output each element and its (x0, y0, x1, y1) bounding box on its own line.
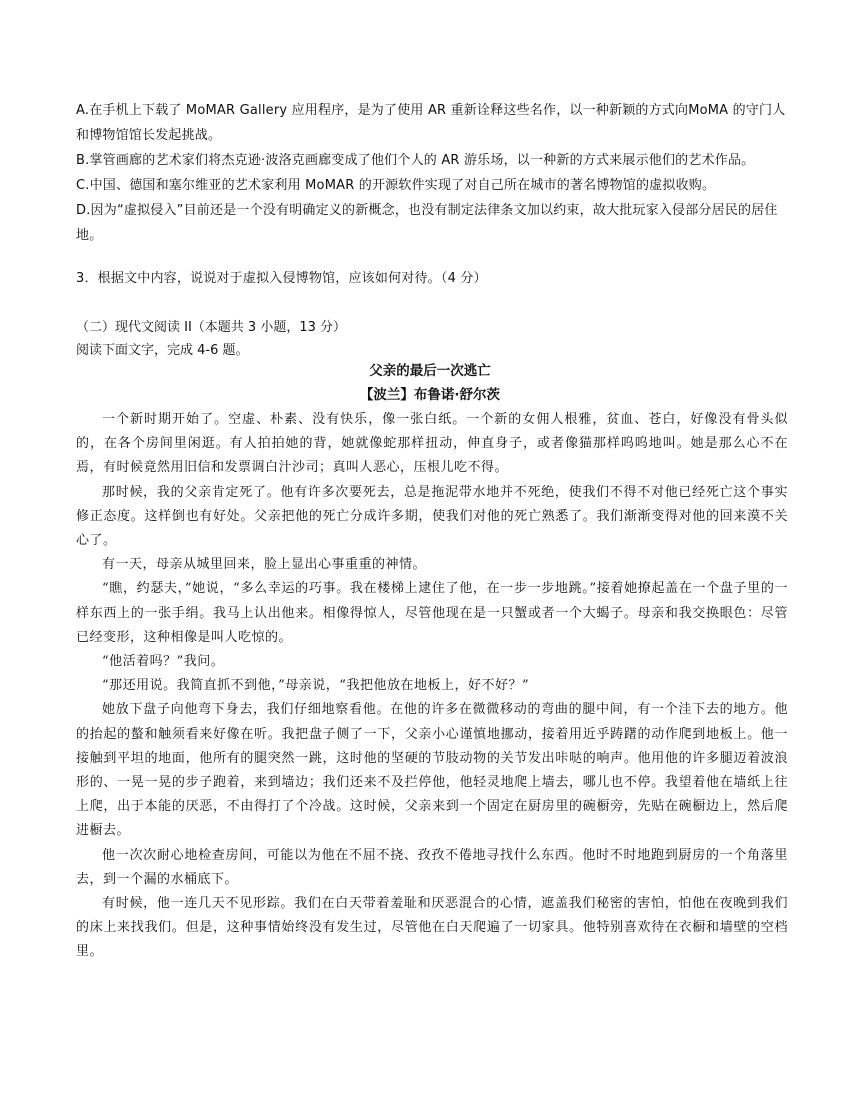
paragraph: 有时候，他一连几天不见形踪。我们在白天带着羞耻和厌恶混合的心情，遮盖我们秘密的害怕，怕他在夜晚到我们的床上来找我们。但是，这种事情始终没有发生过，尽管他在白天爬遍了一切家具。他特别喜欢待在衣橱和墙壁的空档里。 (76, 896, 788, 960)
paragraph: 那时候，我的父亲肯定死了。他有许多次要死去，总是拖泥带水地并不死绝，使我们不得不对他已经死亡这个事实修正态度。这样倒也有好处。父亲把他的死亡分成许多期，使我们对他的死亡熟悉了。我们渐渐变得对他的回来漠不关心了。 (76, 484, 788, 549)
option-d: D.因为“虚拟侵入”目前还是一个没有明确定义的新概念，也没有制定法律条文加以约束，故大批玩家入侵部分居民的居住地。 (76, 203, 778, 243)
section-header (76, 316, 788, 362)
paragraph: 他一次次耐心地检查房间，可能以为他在不屈不挠、孜孜不倦地寻找什么东西。他时不时地跑到厨房的一个角落里去，到一个漏的水桶底下。 (76, 847, 788, 887)
question-3: 3．根据文中内容，说说对于虚拟入侵博物馆，应该如何对待。（4 分） (76, 271, 487, 286)
option-b: B.掌管画廊的艺术家们将杰克逊·波洛克画廊变成了他们个人的 AR 游乐场，以一种新的方式来展示他们的艺术作品。 (76, 153, 755, 168)
option-a: A.在手机上下载了 MoMAR Gallery 应用程序，是为了使用 AR 重新诠释这些名作，以一种新颖的方式向MoMA 的守门人和博物馆馆长发起挑战。 (76, 103, 786, 143)
article-body (76, 408, 788, 965)
article-title: 父亲的最后一次逃亡 (369, 363, 491, 379)
paragraph: 她放下盘子向他弯下身去，我们仔细地察看他。在他的许多在微微移动的弯曲的腿中间，有一个洼下去的地方。他的抬起的螯和触须看来好像在听。我把盘子侧了一下，父亲小心谨慎地挪动，接着用近乎踌躇的动作爬到地板上。他一接触到平坦的地面，他所有的腿突然一跳，这时他的坚硬的节肢动物的关节发出咔哒的响声。他用他的许多腿迈着波浪形的、一晃一晃的步子跑着，来到墙边；我们还来不及拦停他，他轻灵地爬上墙去，哪儿也不停。我望着他在墙纸上往上爬，出于本能的厌恶，不由得打了个冷战。这时候，父亲来到一个固定在厨房里的碗橱旁，先贴在碗橱边上，然后爬进橱去。 (76, 702, 788, 839)
paragraph: “他活着吗？”我问。 (102, 654, 225, 670)
section-heading: （二）现代文阅读 II（本题共 3 小题，13 分） (76, 320, 347, 335)
article-author: 【波兰】布鲁诺·舒尔茨 (359, 387, 501, 403)
paragraph: “瞧，约瑟夫，”她说，“多么幸运的巧事。我在楼梯上逮住了他，在一步一步地跳。”接着她撩起盖在一个盘子里的一样东西上的一张手绢。我马上认出他来。相像得惊人，尽管他现在是一只蟹或者一个大蝎子。母亲和我交换眼色：尽管已经变形，这种相像是叫人吃惊的。 (76, 581, 788, 645)
paragraph: “那还用说。我简直抓不到他，”母亲说，“我把他放在地板上，好不好？” (102, 678, 530, 694)
paragraph: 有一天，母亲从城里回来，脸上显出心事重重的神情。 (102, 557, 427, 573)
answer-options (76, 98, 788, 248)
paragraph: 一个新时期开始了。空虚、朴素、没有快乐，像一张白纸。一个新的女佣人根雅，贫血、苍白，好像没有骨头似的，在各个房间里闲逛。有人拍拍她的背，她就像蛇那样扭动，伸直身子，或者像猫那样呜呜地叫。她是那么心不在焉，有时候竟然用旧信和发票调白汁沙司；真叫人恶心，压根儿吃不得。 (76, 412, 788, 476)
section-instruction: 阅读下面文字，完成 4-6 题。 (76, 343, 249, 358)
option-c: C.中国、德国和塞尔维亚的艺术家利用 MoMAR 的开源软件实现了对自己所在城市的著名博物馆的虚拟收购。 (76, 178, 716, 193)
